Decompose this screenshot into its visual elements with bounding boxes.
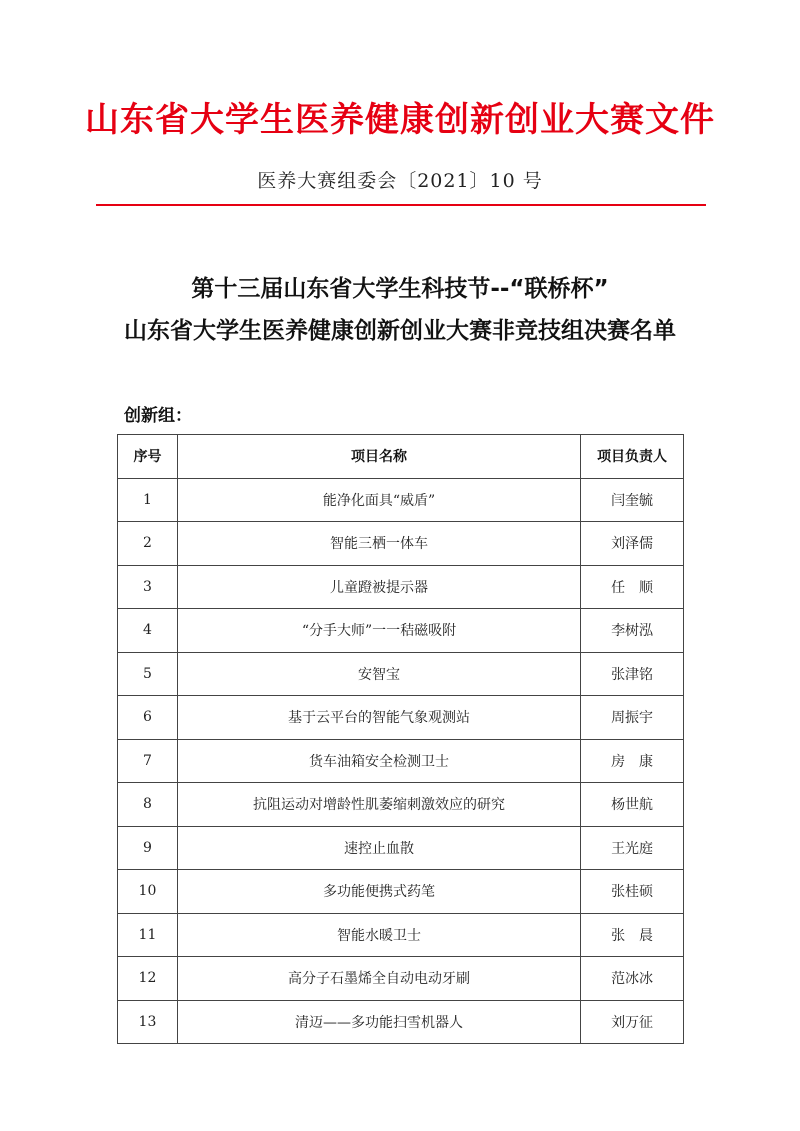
notice-title-line-2: 山东省大学生医养健康创新创业大赛非竞技组决赛名单 xyxy=(124,318,676,344)
notice-title-line-1: 第十三届山东省大学生科技节--“联桥杯” xyxy=(191,276,609,302)
row-number-cell: 10 xyxy=(118,870,178,914)
table-row xyxy=(118,652,684,696)
project-lead-cell: 范冰冰 xyxy=(581,957,684,1001)
row-number-cell: 6 xyxy=(118,696,178,740)
table-row xyxy=(118,826,684,870)
finalist-table xyxy=(117,434,684,1044)
row-number-cell: 9 xyxy=(118,826,178,870)
project-name-cell: 多功能便携式药笔 xyxy=(177,870,580,914)
row-number-cell: 13 xyxy=(118,1000,178,1044)
project-name-cell: 货车油箱安全检测卫士 xyxy=(177,739,580,783)
project-lead-cell: 任 顺 xyxy=(581,565,684,609)
table-row xyxy=(118,609,684,653)
project-lead-cell: 杨世航 xyxy=(581,783,684,827)
project-lead-cell: 张津铭 xyxy=(581,652,684,696)
document-header-title: 山东省大学生医养健康创新创业大赛文件 xyxy=(85,100,715,140)
row-number-cell: 12 xyxy=(118,957,178,1001)
document-number: 医养大赛组委会〔2021〕10 号 xyxy=(257,170,543,192)
table-row xyxy=(118,565,684,609)
table-row xyxy=(118,522,684,566)
table-row xyxy=(118,783,684,827)
row-number-cell: 5 xyxy=(118,652,178,696)
project-name-cell: 智能三栖一体车 xyxy=(177,522,580,566)
project-lead-cell: 刘万征 xyxy=(581,1000,684,1044)
project-lead-cell: 张桂硕 xyxy=(581,870,684,914)
project-name-cell: 儿童蹬被提示器 xyxy=(177,565,580,609)
project-name-cell: 速控止血散 xyxy=(177,826,580,870)
project-lead-cell: 张 晨 xyxy=(581,913,684,957)
project-lead-cell: 李树泓 xyxy=(581,609,684,653)
header-divider xyxy=(96,204,706,206)
table-row xyxy=(118,739,684,783)
project-name-cell: 抗阻运动对增龄性肌萎缩刺激效应的研究 xyxy=(177,783,580,827)
column-header-project-lead: 项目负责人 xyxy=(581,435,684,479)
project-name-cell: 安智宝 xyxy=(177,652,580,696)
row-number-cell: 4 xyxy=(118,609,178,653)
table-row xyxy=(118,478,684,522)
table-row xyxy=(118,913,684,957)
row-number-cell: 2 xyxy=(118,522,178,566)
project-name-cell: 基于云平台的智能气象观测站 xyxy=(177,696,580,740)
table-header-row xyxy=(118,435,684,479)
column-header-project-name: 项目名称 xyxy=(177,435,580,479)
table-row xyxy=(118,1000,684,1044)
project-name-cell: 智能水暖卫士 xyxy=(177,913,580,957)
row-number-cell: 11 xyxy=(118,913,178,957)
row-number-cell: 3 xyxy=(118,565,178,609)
project-lead-cell: 周振宇 xyxy=(581,696,684,740)
row-number-cell: 7 xyxy=(118,739,178,783)
project-lead-cell: 王光庭 xyxy=(581,826,684,870)
project-name-cell: 能净化面具“威盾” xyxy=(177,478,580,522)
project-name-cell: 清迈——多功能扫雪机器人 xyxy=(177,1000,580,1044)
project-lead-cell: 刘泽儒 xyxy=(581,522,684,566)
row-number-cell: 8 xyxy=(118,783,178,827)
table-row xyxy=(118,870,684,914)
table-row xyxy=(118,696,684,740)
row-number-cell: 1 xyxy=(118,478,178,522)
table-body xyxy=(118,478,684,1044)
project-lead-cell: 房 康 xyxy=(581,739,684,783)
project-name-cell: 高分子石墨烯全自动电动牙刷 xyxy=(177,957,580,1001)
project-name-cell: “分手大师”一一秸磁吸附 xyxy=(177,609,580,653)
project-lead-cell: 闫奎毓 xyxy=(581,478,684,522)
column-header-number: 序号 xyxy=(118,435,178,479)
table-row xyxy=(118,957,684,1001)
group-label: 创新组： xyxy=(124,406,192,426)
